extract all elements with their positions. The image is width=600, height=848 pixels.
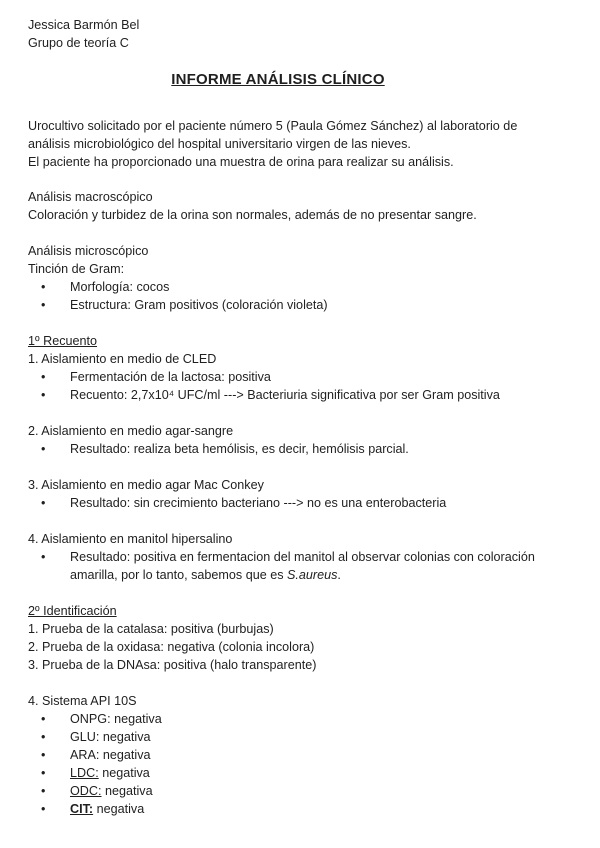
group-label: Grupo de teoría C xyxy=(28,36,129,50)
bullet-icon: • xyxy=(41,550,46,564)
recuento-item-3: 3. Aislamiento en medio agar Mac Conkey xyxy=(28,478,264,492)
bullet-icon: • xyxy=(41,496,46,510)
list-item: • Resultado: positiva en fermentacion del manitol al observar colonias con coloración xyxy=(41,550,535,564)
identificacion-heading: 2º Identificación xyxy=(28,604,117,618)
macro-text: Coloración y turbidez de la orina son normales, además de no presentar sangre. xyxy=(28,208,477,222)
bullet-icon: • xyxy=(41,442,46,456)
list-item-continuation: amarilla, por lo tanto, sabemos que es S.aureus. xyxy=(70,568,341,582)
species-name: S.aureus xyxy=(287,568,338,582)
micro-heading: Análisis microscópico xyxy=(28,244,149,258)
recuento-item-2: 2. Aislamiento en medio agar-sangre xyxy=(28,424,234,438)
list-item: • Resultado: realiza beta hemólisis, es decir, hemólisis parcial. xyxy=(41,442,409,456)
list-item: • LDC: negativa xyxy=(41,766,150,780)
document-title: INFORME ANÁLISIS CLÍNICO xyxy=(171,71,385,88)
identificacion-item-1: 1. Prueba de la catalasa: positiva (burbujas) xyxy=(28,622,274,636)
recuento-heading: 1º Recuento xyxy=(28,334,98,348)
list-item: • Morfología: cocos xyxy=(41,280,170,294)
intro-line-2: análisis microbiológico del hospital universitario virgen de las nieves. xyxy=(28,137,411,151)
bullet-icon: • xyxy=(41,298,46,312)
recuento-item-4: 4. Aislamiento en manitol hipersalino xyxy=(28,532,233,546)
bullet-icon: • xyxy=(41,802,46,816)
macro-heading: Análisis macroscópico xyxy=(28,190,153,204)
bullet-icon: • xyxy=(41,370,46,384)
recuento-item-1: 1. Aislamiento en medio de CLED xyxy=(28,352,217,366)
bullet-icon: • xyxy=(41,730,46,744)
list-item: • ARA: negativa xyxy=(41,748,151,762)
bullet-icon: • xyxy=(41,766,46,780)
bullet-icon: • xyxy=(41,388,46,402)
api-heading: 4. Sistema API 10S xyxy=(28,694,137,708)
intro-line-3: El paciente ha proporcionado una muestra de orina para realizar su análisis. xyxy=(28,155,454,169)
list-item: • ONPG: negativa xyxy=(41,712,162,726)
bullet-icon: • xyxy=(41,712,46,726)
micro-subheading: Tinción de Gram: xyxy=(28,262,125,276)
identificacion-item-3: 3. Prueba de la DNAsa: positiva (halo transparente) xyxy=(28,658,317,672)
list-item: • GLU: negativa xyxy=(41,730,151,744)
list-item: • Fermentación de la lactosa: positiva xyxy=(41,370,271,384)
author-name: Jessica Barmón Bel xyxy=(28,18,140,32)
list-item: • CIT: negativa xyxy=(41,802,145,816)
list-item: • Recuento: 2,7x10⁴ UFC/ml ---> Bacteriuria significativa por ser Gram positiva xyxy=(41,388,500,402)
list-item: • ODC: negativa xyxy=(41,784,153,798)
identificacion-item-2: 2. Prueba de la oxidasa: negativa (colonia incolora) xyxy=(28,640,315,654)
list-item: • Estructura: Gram positivos (coloración violeta) xyxy=(41,298,328,312)
list-item: • Resultado: sin crecimiento bacteriano ---> no es una enterobacteria xyxy=(41,496,447,510)
bullet-icon: • xyxy=(41,784,46,798)
bullet-icon: • xyxy=(41,280,46,294)
intro-line-1: Urocultivo solicitado por el paciente número 5 (Paula Gómez Sánchez) al laboratorio de xyxy=(28,119,518,133)
bullet-icon: • xyxy=(41,748,46,762)
